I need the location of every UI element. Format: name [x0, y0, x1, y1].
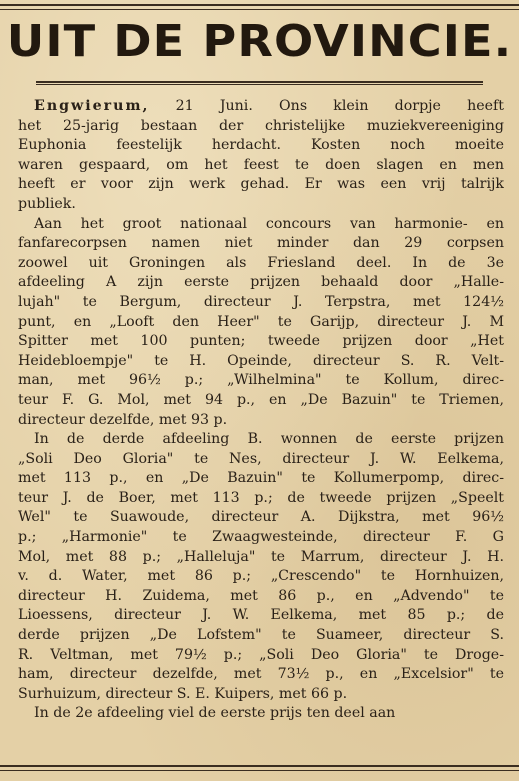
article-line: publiek. [18, 195, 76, 212]
article-line: Wel" te Suawoude, directeur A. Dijkstra, met 96½ [18, 509, 504, 526]
article-line: man, met 96½ p.; „Wilhelmina" te Kollum, direc- [18, 372, 504, 389]
article-line: teur F. G. Mol, met 94 p., en „De Bazuin" te Triemen, [18, 391, 504, 408]
article-line: Aan het groot nationaal concours van harmonie- en [34, 215, 504, 232]
article-line: het 25-jarig bestaan der christelijke muziekvereeniging [18, 117, 504, 134]
article-line: waren gespaard, om het feest te doen slagen en men [18, 156, 504, 173]
top-rule [0, 4, 519, 10]
article-line: fanfarecorpsen namen niet minder dan 29 corpsen [18, 235, 504, 252]
article-line: lujah" te Bergum, directeur J. Terpstra, met 124½ [18, 293, 504, 310]
article-body [18, 97, 504, 724]
article-line: heeft er voor zijn werk gehad. Er was een vrij talrijk [18, 176, 504, 193]
article-line: R. Veltman, met 79½ p.; „Soli Deo Gloria" te Droge- [18, 646, 504, 663]
bottom-rule [0, 765, 519, 771]
article-line: afdeeling A zijn eerste prijzen behaald door „Halle- [18, 274, 504, 291]
article-line: Lioessens, directeur J. W. Eelkema, met 85 p.; de [18, 607, 504, 624]
article-line: Heidebloempje" te H. Opeinde, directeur S. R. Velt- [18, 352, 504, 369]
article-line: „Soli Deo Gloria" te Nes, directeur J. W. Eelkema, [18, 450, 504, 467]
dateline-date: 21 Juni. [175, 98, 253, 114]
article-line: teur J. de Boer, met 113 p.; de tweede prijzen „Speelt [18, 489, 504, 506]
article-line: directeur H. Zuidema, met 86 p., en „Advendo" te [18, 587, 504, 604]
article-line: In de derde afdeeling B. wonnen de eerste prijzen [34, 431, 504, 448]
article-line: In de 2e afdeeling viel de eerste prijs ten deel aan [34, 705, 396, 722]
article-line: punt, en „Looft den Heer" te Garijp, directeur J. M [18, 313, 504, 330]
article-line: met 113 p., en „De Bazuin" te Kollumerpomp, direc- [18, 470, 504, 487]
article-line: p.; „Harmonie" te Zwaagwesteinde, directeur F. G [18, 529, 504, 546]
article-line: zoowel uit Groningen als Friesland deel. In de 3e [18, 254, 504, 271]
article-line: ham, directeur dezelfde, met 73½ p., en „Excelsior" te [18, 666, 504, 683]
headline: UIT DE PROVINCIE. [6, 16, 513, 67]
article-line: Euphonia feestelijk herdacht. Kosten noch moeite [18, 137, 504, 154]
article-line: directeur dezelfde, met 93 p. [18, 411, 228, 428]
headline-rule [36, 81, 483, 85]
article-line: Spitter met 100 punten; tweede prijzen door „Het [18, 333, 504, 350]
article-line: v. d. Water, met 86 p.; „Crescendo" te Hornhuizen, [18, 568, 504, 585]
article-line: derde prijzen „De Lofstem" te Suameer, directeur S. [18, 627, 504, 644]
article-line: Surhuizum, directeur S. E. Kuipers, met 66 p. [18, 685, 348, 702]
dateline-place: Engwierum, [34, 98, 150, 114]
article-line: Engwierum, 21 Juni. Ons klein dorpje heeft [34, 98, 504, 114]
article-line: Mol, met 88 p.; „Halleluja" te Marrum, directeur J. H. [18, 548, 504, 565]
